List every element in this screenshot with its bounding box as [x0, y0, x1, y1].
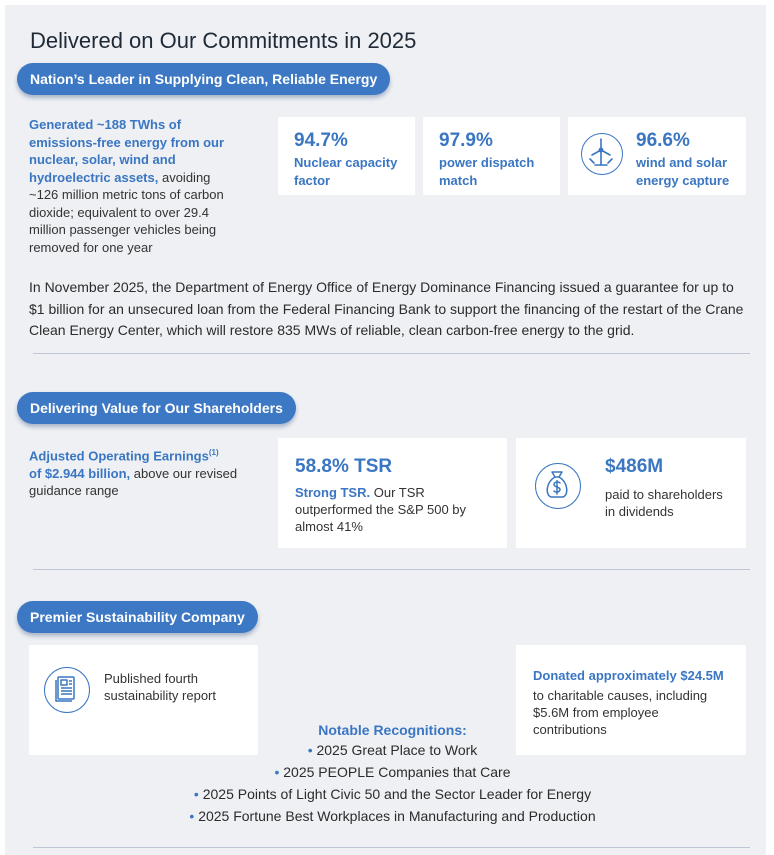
tsr-description: [295, 484, 475, 535]
bullet: •: [307, 742, 313, 758]
recognition-item: [155, 784, 630, 805]
recognition-text: 2025 PEOPLE Companies that Care: [283, 764, 511, 780]
recognition-text: 2025 Points of Light Civic 50 and the Sector Leader for Energy: [202, 786, 592, 802]
stat-value: 96.6%: [636, 130, 690, 151]
dividend-text: paid to shareholders in dividends: [605, 487, 723, 519]
page-title: Delivered on Our Commitments in 2025: [30, 28, 417, 53]
stat-label: power dispatch match: [439, 155, 535, 188]
divider: [33, 847, 750, 848]
stat-label: wind and solar energy capture: [636, 155, 730, 188]
dividend-card: [516, 438, 746, 548]
stat-card-wind-solar: [568, 117, 746, 195]
generation-summary: [29, 116, 241, 256]
donation-detail: to charitable causes, including $5.6M from employee contributions: [533, 688, 708, 737]
footnote-marker: (1): [208, 448, 219, 457]
report-document-icon: [44, 667, 90, 713]
tsr-card: [278, 438, 507, 548]
recognition-item: [155, 740, 630, 761]
tsr-highlight: Strong TSR.: [295, 485, 371, 500]
dividend-value: $486M: [605, 456, 664, 477]
bullet: •: [189, 808, 195, 824]
recognition-text: 2025 Fortune Best Workplaces in Manufacturing and Production: [198, 808, 596, 824]
earnings-detail: above our revised guidance range: [29, 465, 238, 499]
crane-loan-paragraph: In November 2025, the Department of Energy Office of Energy Dominance Financing issued a guarantee for up to $1 billion for an unsecured loan from the Federal Financing Bank to support the financing of the restart of the Crane Clean Energy Center, which will restore 835 MWs of reliable, clean carbon-free energy to the grid.: [29, 279, 744, 338]
section-pill-sustainability: Premier Sustainability Company: [17, 601, 258, 633]
bullet: •: [274, 764, 280, 780]
donation-highlight: Donated approximately $24.5M: [533, 668, 724, 683]
report-text: Published fourth sustainability report: [104, 671, 216, 703]
stat-card-dispatch: [423, 117, 560, 195]
stat-value: 94.7%: [294, 130, 348, 151]
generation-highlight: Generated ~188 TWhs of emissions-free energy from our nuclear, solar, wind and hydroelectric assets,: [29, 117, 225, 185]
money-bag-icon: [535, 463, 581, 509]
earnings-label: Adjusted Operating Earnings: [29, 448, 209, 464]
divider: [33, 569, 750, 570]
earnings-summary: [29, 444, 244, 500]
recognitions-title: Notable Recognitions:: [318, 722, 467, 738]
bullet: •: [193, 786, 199, 802]
section-pill-clean-energy: Nation’s Leader in Supplying Clean, Reliable Energy: [17, 63, 390, 95]
generation-detail: avoiding ~126 million metric tons of carbon dioxide; equivalent to over 29.4 million passenger vehicles being removed for one year: [29, 169, 224, 255]
divider: [33, 353, 750, 354]
recognition-text: 2025 Great Place to Work: [316, 742, 478, 758]
earnings-value: of $2.944 billion,: [29, 465, 131, 481]
recognition-item: [155, 806, 630, 827]
stat-card-nuclear: [278, 117, 415, 195]
commitments-panel: [5, 5, 766, 855]
stat-value: 97.9%: [439, 130, 493, 151]
tsr-value: 58.8% TSR: [295, 456, 393, 477]
tsr-detail: Our TSR outperformed the S&P 500 by almost 41%: [295, 485, 467, 534]
wind-turbine-icon: [581, 133, 623, 175]
recognition-item: [155, 762, 630, 783]
section-pill-shareholders: Delivering Value for Our Shareholders: [17, 392, 296, 424]
stat-label: Nuclear capacity factor: [294, 155, 398, 188]
